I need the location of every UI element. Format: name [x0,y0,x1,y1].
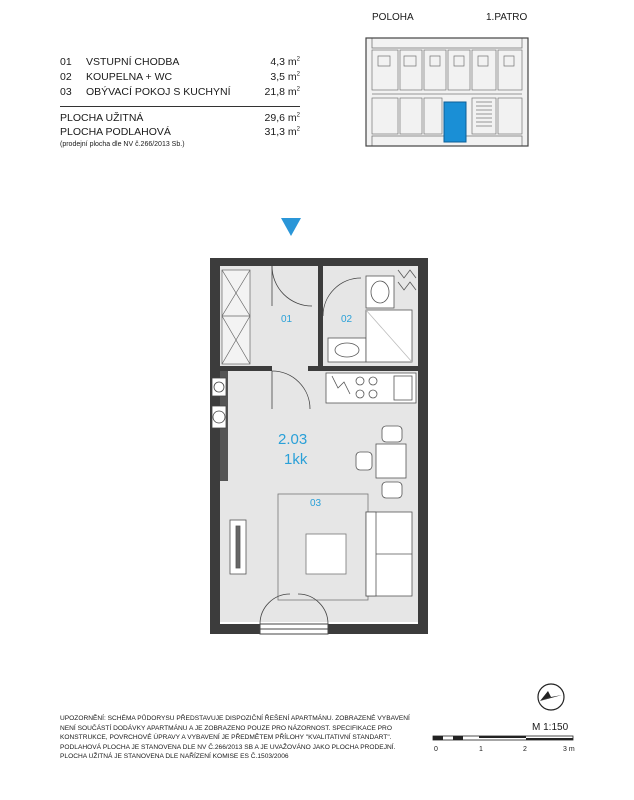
disclaimer-line: UPOZORNĚNÍ: SCHÉMA PŮDORYSU PŘEDSTAVUJE DISPOZIČNÍ ŘEŠENÍ APARTMÁNU. ZOBRAZENÉ VYBAVENÍ [60,715,410,722]
entrance-arrow-icon [281,218,301,236]
room-row [60,71,300,86]
usable-area-label: PLOCHA UŽITNÁ [60,112,144,124]
room-name: VSTUPNÍ CHODBA [86,56,180,68]
room-name: OBÝVACÍ POKOJ S KUCHYNÍ [86,86,231,98]
scale-tick-2: 2 [523,746,527,753]
scale-tick-1: 1 [479,746,483,753]
key-plan [364,36,530,148]
disclaimer [60,714,410,762]
room-label-01: 01 [281,314,293,325]
room-row [60,86,300,101]
room-label-02: 02 [341,314,353,325]
room-label-03: 03 [310,498,322,509]
floor-label: 1.PATRO [486,12,528,23]
divider [60,106,300,107]
area-note: (prodejní plocha dle NV č.266/2013 Sb.) [60,141,185,148]
usable-area-value: 29,6 $m^2$ [264,112,300,124]
scale-tick-0: 0 [434,746,438,753]
room-row [60,56,300,71]
room-schedule [60,56,300,101]
room-number: 03 [60,86,72,98]
disclaimer-line: KONSTRUKCE, POVRCHOVÉ ÚPRAVY A VYBAVENÍ JE PŘEDMĚTEM PŘÍLOHY "KVALITATIVNÍ STANDART". [60,734,392,742]
scale-bar [432,735,578,743]
floor-plan [208,256,432,636]
apartment-type: 1kk [284,451,308,468]
apartment-highlight [444,102,466,142]
apartment-number: 2.03 [278,431,308,448]
room-name: KOUPELNA + WC [86,71,173,83]
room-area: 4,3 $m^2$ [270,56,300,68]
room-number: 02 [60,71,72,83]
floor-area-label: PLOCHA PODLAHOVÁ [60,126,171,138]
floor-area-value: 31,3 $m^2$ [264,126,300,138]
room-area: 3,5 $m^2$ [270,71,300,83]
scale-label: M 1:150 [532,722,569,733]
disclaimer-line: NENÍ SOUČÁSTÍ DODÁVKY APARTMÁNU A JE ZOBRAZENO POUZE PRO NÁZORNOST. SPECIFIKACE PRO [60,724,392,732]
room-number: 01 [60,56,72,68]
scale-tick-3: 3 m [563,746,575,753]
disclaimer-line: PODLAHOVÁ PLOCHA JE STANOVENA DLE NV Č.266/2013 SB A JE UVAŽOVÁNO JAKO PLOCHA PRODEJNÍ. [60,743,396,751]
north-arrow-icon [536,682,566,712]
location-label: POLOHA [372,12,414,23]
room-area: 21,8 $m^2$ [264,86,300,98]
disclaimer-line: PLOCHA UŽITNÁ JE STANOVENA DLE NAŘÍZENÍ KOMISE ES Č.1503/2006 [60,753,289,761]
